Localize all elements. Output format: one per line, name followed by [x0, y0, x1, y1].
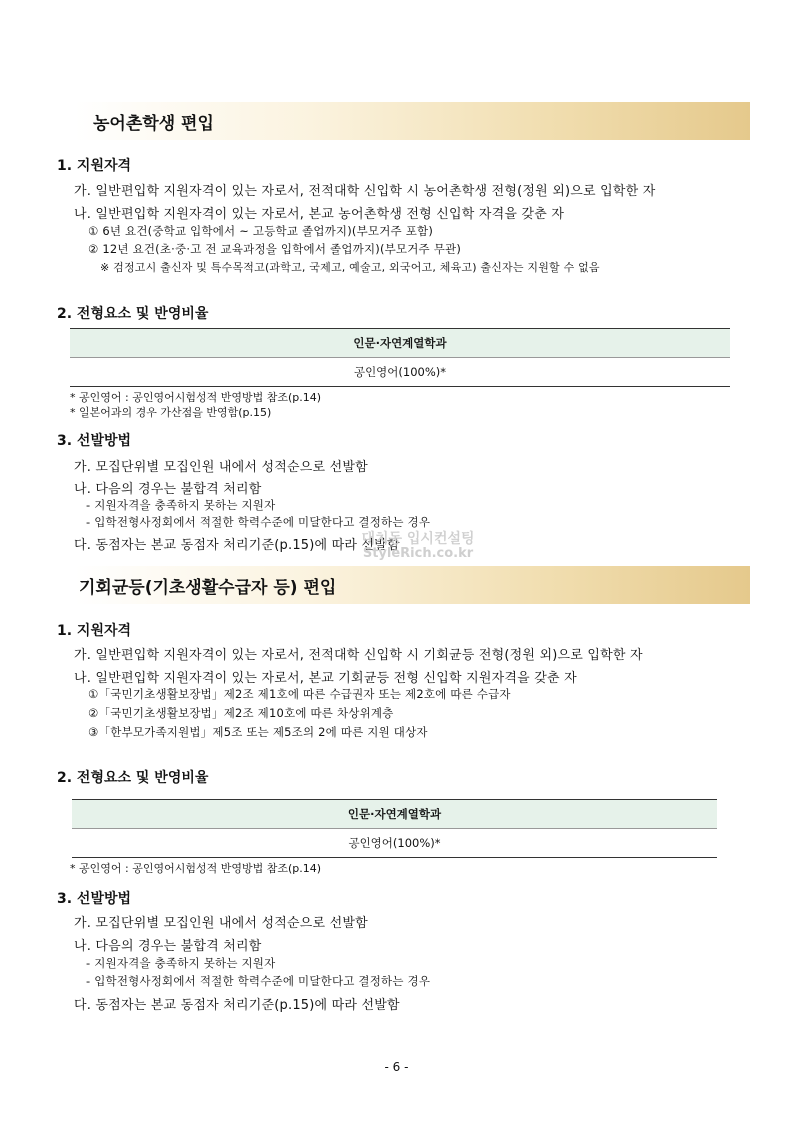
eligibility-item-a: 가. 일반편입학 지원자격이 있는 자로서, 전적대학 신입학 시 기회균등 전형(정원 외)으로 입학한 자 — [74, 648, 643, 663]
eligibility-sub-2: ②「국민기초생활보장법」제2조 제10호에 따른 차상위계층 — [88, 706, 394, 720]
heading-elements: 2. 전형요소 및 반영비율 — [57, 770, 209, 786]
table-cell: 공인영어(100%)* — [70, 358, 730, 387]
selection-item-c: 다. 동점자는 본교 동점자 처리기준(p.15)에 따라 선발함 — [74, 998, 400, 1013]
selection-sub-1: - 지원자격을 충족하지 못하는 지원자 — [86, 498, 276, 512]
eligibility-sub-1: ① 6년 요건(중학교 입학에서 ~ 고등학교 졸업까지)(부모거주 포함) — [88, 224, 434, 238]
heading-elements: 2. 전형요소 및 반영비율 — [57, 306, 209, 322]
section-banner-rural — [75, 102, 750, 140]
footnote: * 공인영어 : 공인영어시험성적 반영방법 참조(p.14) — [70, 862, 322, 875]
selection-item-a: 가. 모집단위별 모집인원 내에서 성적순으로 선발함 — [74, 460, 368, 475]
page-number: - 6 - — [384, 1060, 409, 1074]
selection-item-b: 나. 다음의 경우는 불합격 처리함 — [74, 939, 262, 954]
watermark — [353, 532, 483, 562]
table-cell: 공인영어(100%)* — [72, 829, 717, 858]
eligibility-item-b: 나. 일반편입학 지원자격이 있는 자로서, 본교 기회균등 전형 신입학 지원자격을 갖춘 자 — [74, 671, 577, 686]
heading-eligibility: 1. 지원자격 — [57, 158, 132, 174]
selection-sub-1: - 지원자격을 충족하지 못하는 지원자 — [86, 956, 276, 970]
heading-eligibility: 1. 지원자격 — [57, 623, 132, 639]
watermark-text: 대치동 입시컨설팅 — [361, 531, 475, 547]
selection-item-a: 가. 모집단위별 모집인원 내에서 성적순으로 선발함 — [74, 916, 368, 931]
eligibility-sub-1: ①「국민기초생활보장법」제2조 제1호에 따른 수급권자 또는 제2호에 따른 수급자 — [88, 687, 511, 701]
section-title: 기회균등(기초생활수급자 등) 편입 — [79, 578, 337, 598]
section-banner-equal-opportunity — [75, 566, 750, 604]
ratio-table — [72, 799, 717, 858]
eligibility-notice: ※ 검정고시 출신자 및 특수목적고(과학고, 국제고, 예술고, 외국어고, 체육고) 출신자는 지원할 수 없음 — [100, 261, 600, 274]
footnote: * 일본어과의 경우 가산점을 반영함(p.15) — [70, 406, 272, 419]
table-header: 인문·자연계열학과 — [70, 329, 730, 358]
eligibility-item-a: 가. 일반편입학 지원자격이 있는 자로서, 전적대학 신입학 시 농어촌학생 전형(정원 외)으로 입학한 자 — [74, 184, 656, 199]
ratio-table — [70, 328, 730, 387]
watermark-url: StyleRich.co.kr — [362, 546, 474, 562]
eligibility-item-b: 나. 일반편입학 지원자격이 있는 자로서, 본교 농어촌학생 전형 신입학 자격을 갖춘 자 — [74, 207, 565, 222]
eligibility-sub-2: ② 12년 요건(초·중·고 전 교육과정을 입학에서 졸업까지)(부모거주 무관) — [88, 242, 462, 256]
footnote: * 공인영어 : 공인영어시험성적 반영방법 참조(p.14) — [70, 391, 322, 404]
heading-selection: 3. 선발방법 — [57, 891, 132, 907]
eligibility-sub-3: ③「한부모가족지원법」제5조 또는 제5조의 2에 따른 지원 대상자 — [88, 725, 428, 739]
selection-item-b: 나. 다음의 경우는 불합격 처리함 — [74, 482, 262, 497]
table-header: 인문·자연계열학과 — [72, 800, 717, 829]
selection-sub-2: - 입학전형사정회에서 적절한 학력수준에 미달한다고 결정하는 경우 — [86, 515, 431, 529]
selection-item-c: 다. 동점자는 본교 동점자 처리기준(p.15)에 따라 선발함 — [74, 538, 400, 553]
section-title: 농어촌학생 편입 — [93, 114, 214, 134]
selection-sub-2: - 입학전형사정회에서 적절한 학력수준에 미달한다고 결정하는 경우 — [86, 974, 431, 988]
heading-selection: 3. 선발방법 — [57, 433, 132, 449]
